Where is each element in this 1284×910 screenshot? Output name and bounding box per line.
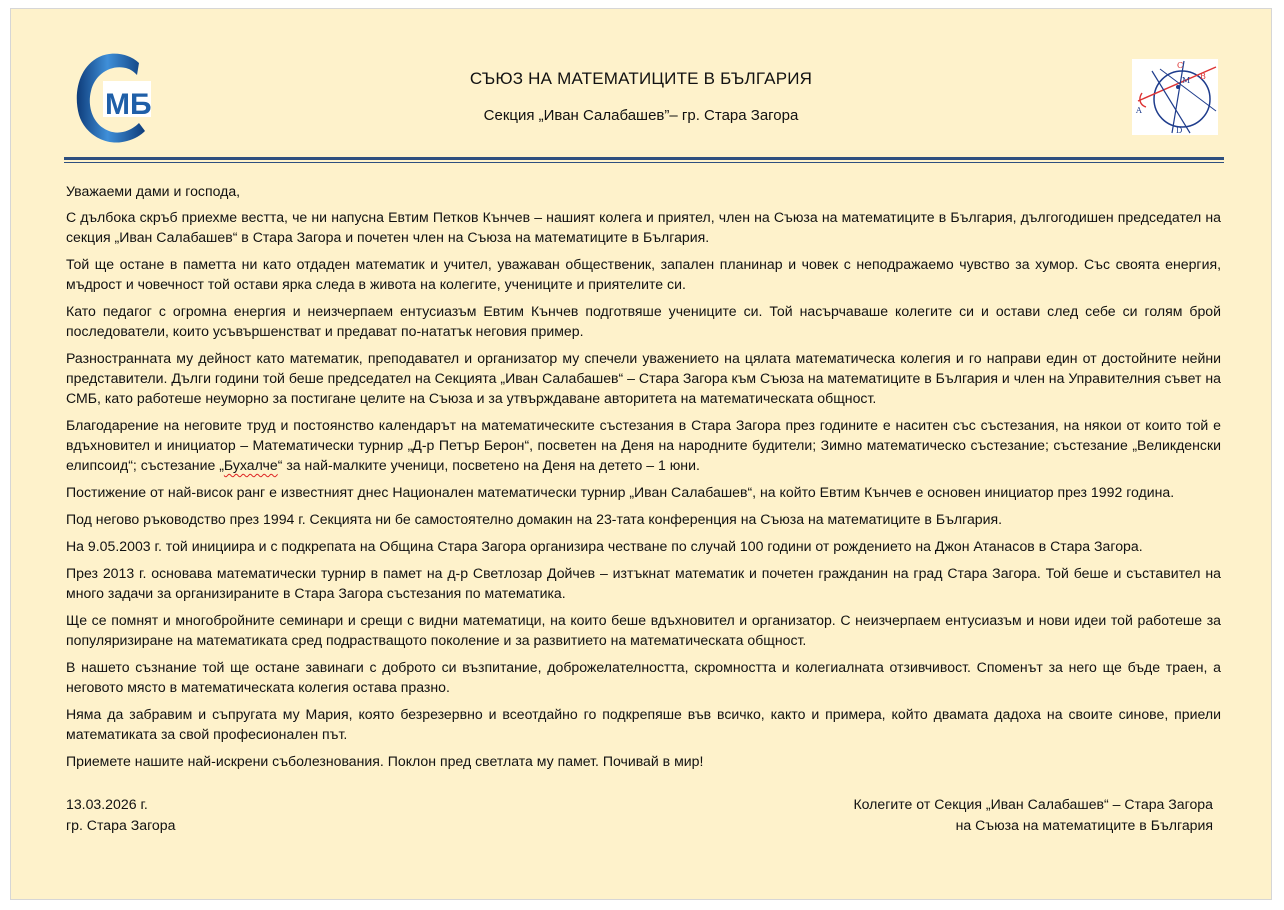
paragraph: На 9.05.2003 г. той инициира и с подкрепата на Община Стара Загора организира честване по случай 100 години от рождението на Джон Атанасов в Стара Загора.: [66, 538, 1143, 554]
smb-logo-text: МБ: [105, 88, 152, 121]
signature-from-line2: на Съюза на математиците в България: [955, 817, 1213, 833]
paragraph: Той ще остане в паметта ни като отдаден математик и учител, уважаван общественик, запален планинар и човек с неподражаемо чувство за хумор. Със своята енергия, мъдрост и човечност той остави ярка следа в живота на колегите, учениците и приятелите си.: [66, 256, 1221, 292]
signature-right: [853, 794, 1213, 836]
signature-from-line1: Колегите от Секция „Иван Салабашев“ – Стара Загора: [853, 796, 1213, 812]
emblem-label-d: D: [1176, 126, 1183, 135]
emblem-label-a: A: [1136, 106, 1142, 115]
signature-date: 13.03.2026 г.: [66, 796, 148, 812]
paragraph: Под негово ръководство през 1994 г. Секцията ни бе самостоятелно домакин на 23-тата конференция на Съюза на математиците в България.: [66, 511, 1003, 527]
geometry-emblem: [1132, 59, 1218, 135]
paragraph: Постижение от най-висок ранг е известният днес Национален математически турнир „Иван Салабашев“, на който Евтим Кънчев е основен инициатор през 1992 година.: [66, 484, 1175, 500]
header-divider-thin: [64, 162, 1224, 163]
competitions-outro: “ за най-малките ученици, посветено на Деня на детето – 1 юни.: [277, 457, 700, 473]
emblem-label-b: B: [1200, 72, 1206, 81]
letter-body: [66, 181, 1221, 778]
paragraph: През 2013 г. основава математически турнир в памет на д-р Светлозар Дойчев – изтъкнат математик и почетен гражданин на град Стара Загора. Той беше и съставител на много задачи за организираните в Стара Загора състезания по математика.: [66, 565, 1221, 601]
section-subtitle: Секция „Иван Салабашев”– гр. Стара Загора: [483, 107, 799, 124]
greeting: Уважаеми дами и господа,: [66, 183, 241, 199]
header-divider: [64, 157, 1224, 160]
emblem-label-c: C: [1177, 61, 1184, 70]
emblem-label-m: M: [1182, 76, 1191, 85]
signature-left: [66, 794, 175, 836]
paragraph: Приемете нашите най-искрени съболезнования. Поклон пред светлата му памет. Почивай в мир!: [66, 753, 704, 769]
smb-logo: [69, 49, 153, 149]
paragraph: Няма да забравим и съпругата му Мария, която безрезервно и всеотдайно го подкрепяше във всичко, както и примера, който двамата дадоха на своите синове, приели математиката за свой професионален път.: [66, 706, 1221, 742]
spellcheck-flagged-word[interactable]: Бухалче: [223, 457, 278, 473]
document-page: [10, 8, 1272, 900]
paragraph-competitions: [66, 415, 1221, 475]
paragraph: Разностранната му дейност като математик, преподавател и организатор му спечели уважението на цялата математическа колегия и го направи един от достойните нейни представители. Дълги години той беше председател на Секцията „Иван Салабашев“ – Стара Загора към Съюза на математиците в България и член на Управителния съвет на СМБ, като работеше неуморно за постигане целите на Съюза и за утвърждаване авторитета на математическата общност.: [66, 350, 1221, 406]
paragraph: Ще се помнят и многобройните семинари и срещи с видни математици, на които беше вдъхновител и организатор. С неизчерпаем ентусиазъм и нови идеи той работеше за популяризиране на математиката сред подрастващото поколение и за развитието на математическата общност.: [66, 612, 1221, 648]
signature-place: гр. Стара Загора: [66, 817, 176, 833]
paragraph: С дълбока скръб приехме вестта, че ни напусна Евтим Петков Кънчев – нашият колега и приятел, член на Съюза на математиците в България, дългогодишен председател на секция „Иван Салабашев“ в Стара Загора и почетен член на Съюза на математиците в България.: [66, 209, 1221, 245]
paragraph: В нашето съзнание той ще остане завинаги с доброто си възпитание, доброжелателността, скромността и колегиалната отзивчивост. Споменът за него ще бъде траен, а неговото място в математическата колегия остава празно.: [66, 659, 1221, 695]
organization-title: СЪЮЗ НА МАТЕМАТИЦИТЕ В БЪЛГАРИЯ: [469, 69, 813, 88]
competitions-intro: Благодарение на неговите труд и постоянство календарът на математическите състезания в Стара Загора през годините е наситен със състезания, на някои от които той е вдъхновител и инициатор – Математически турнир „Д-р Петър Берон“, посветен на Деня на народните будители; Зимно математическо състезание; състезание „Великденски елипсоид“; състезание „: [66, 417, 1221, 473]
paragraph: Като педагог с огромна енергия и неизчерпаем ентусиазъм Евтим Кънчев подготвяше учениците си. Той насърчаваше колегите си и остави след себе си голям брой последователи, които усъвършенстват и предават по-нататък неговия пример.: [66, 303, 1221, 339]
